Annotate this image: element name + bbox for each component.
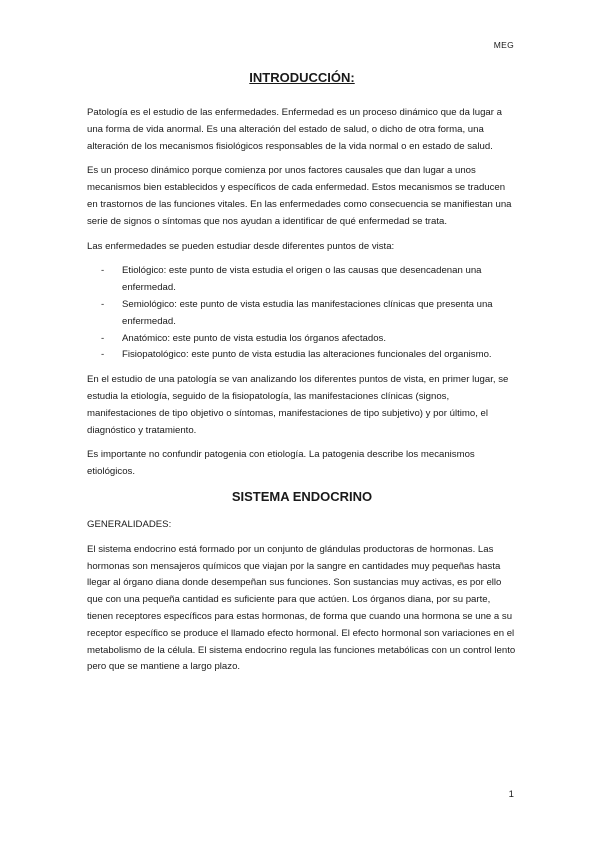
list-item-text: Fisiopatológico: este punto de vista estudia las alteraciones funcionales del organismo. [122,349,492,361]
endocrine-subheading: GENERALIDADES: [87,518,172,530]
viewpoints-list [87,263,517,364]
list-item-text: Anatómico: este punto de vista estudia los órganos afectados. [122,332,386,344]
list-item [87,347,517,364]
intro-paragraph-3: Las enfermedades se pueden estudiar desde diferentes puntos de vista: [87,240,395,252]
endocrine-title: SISTEMA ENDOCRINO [231,488,373,504]
list-bullet: - [101,298,105,310]
list-item [87,263,517,297]
list-item-text: Semiológico: este punto de vista estudia las manifestaciones clínicas que presenta una enfermedad. [122,298,493,327]
list-bullet: - [101,265,105,277]
list-item [87,297,517,331]
intro-paragraph-2: Es un proceso dinámico porque comienza por unos factores causales que dan lugar a unos mecanismos bien establecidos y específicos de cada enfermedad. Estos mecanismos se traducen en trastornos de las funciones vitales. En las enfermedades como consecuencia se manifiestan una serie de signos o síntomas que nos ayudan a identificar de qué enfermedad se trata. [87,165,512,227]
list-item [87,331,517,348]
intro-paragraph-4: En el estudio de una patología se van analizando los diferentes puntos de vista, en primer lugar, se estudia la etiología, seguido de la fisiopatología, las manifestaciones clínicas (signos, manifestaciones de tipo objetivo o síntomas, manifestaciones de tipo subjetivo) y por último, el diagnóstico y tratamiento. [87,374,509,436]
header-author-initials: MEG [493,40,514,50]
list-bullet: - [101,332,105,344]
list-bullet: - [101,349,105,361]
page-content [87,70,517,684]
endocrine-paragraph-1: El sistema endocrino está formado por un conjunto de glándulas productoras de hormonas. Las hormonas son mensajeros químicos que viajan por la sangre en cantidades muy pequeñas hasta llegar al órgano diana donde desempeñan sus funciones. Son sustancias muy activas, es por ello que con una pequeña cantidad es suficiente para que actúen. Los órganos diana, por su parte, tienen receptores específicos para estas hormonas, de forma que cuando una hormona se une a su receptor específico se produce el llamado efecto hormonal. El efecto hormonal son variaciones en el metabolismo de la célula. El sistema endocrino regula las funciones metabólicas con un control lento pero que se mantiene a largo plazo. [87,543,516,673]
intro-paragraph-5: Es importante no confundir patogenia con etiología. La patogenia describe los mecanismos etiológicos. [87,449,475,478]
intro-title: INTRODUCCIÓN: [249,70,355,85]
page-number: 1 [508,789,514,800]
list-item-text: Etiológico: este punto de vista estudia el origen o las causas que desencadenan una enfermedad. [122,265,482,294]
intro-paragraph-1: Patología es el estudio de las enfermedades. Enfermedad es un proceso dinámico que da lugar a una forma de vida anormal. Es una alteración del estado de salud, o dicho de otra forma, una alteración de los mecanismos fisiológicos responsables de la vida normal o en estado de salud. [87,107,502,152]
